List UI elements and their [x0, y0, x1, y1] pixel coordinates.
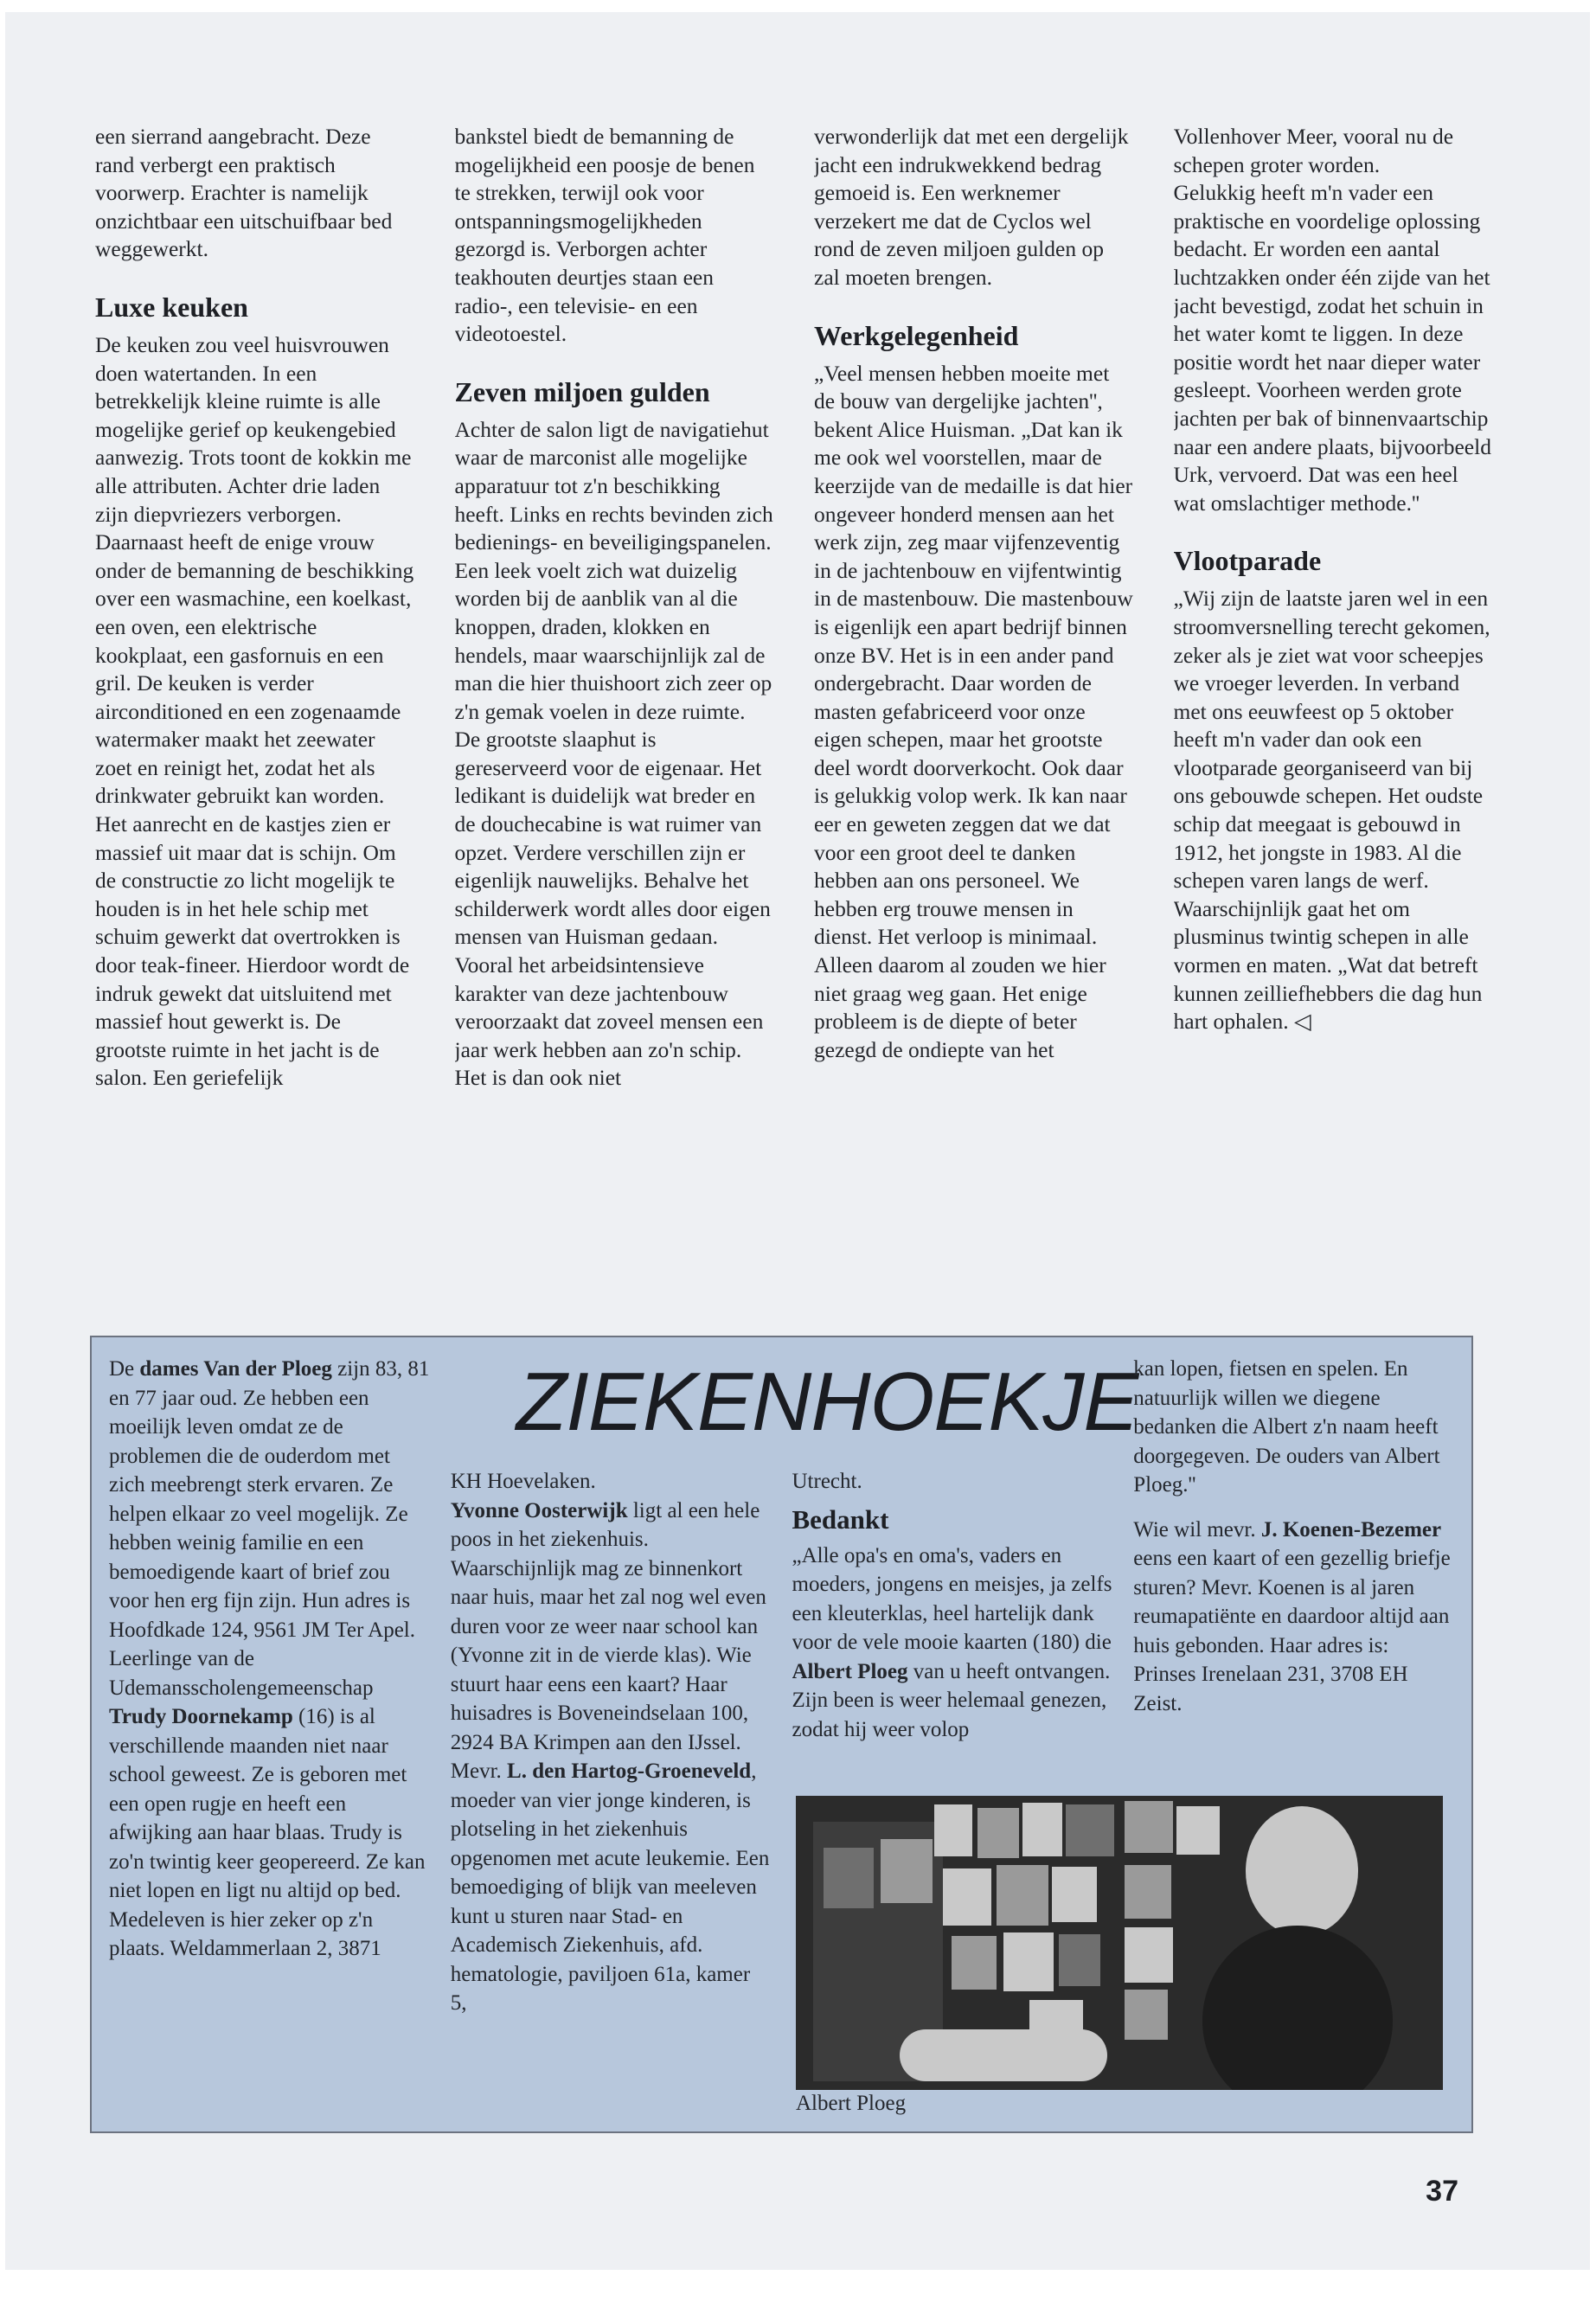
- section-heading: Zeven miljoen gulden: [454, 375, 710, 407]
- magazine-page: [5, 12, 1590, 2270]
- section-heading: Luxe keuken: [95, 291, 248, 323]
- albert-ploeg-photo: [796, 1796, 1443, 2090]
- paragraph: Gelukkig heeft m'n vader een praktische en voordelige oplossing bedacht. Er worden een aantal luchtzakken onder één zijde van het jacht bevestigd, zodat het schuin in het water komt te liggen. In deze positie wordt het naar dieper water gesleept. Voorheen werden grote jachten per bak of binnenvaartschip naar een andere plaats, bijvoorbeeld Urk, vervoerd. Dat was een heel wat omslachtiger methode.'': [1173, 180, 1491, 516]
- article-column-4: [1174, 123, 1494, 1325]
- notice-paragraph: Mevr. L. den Hartog-Groeneveld, moeder van vier jonge kinderen, is plotseling in het ziekenhuis opgenomen met acute leukemie. Een bemoediging of blijk van meeleven kunt u sturen naar Stad- en Academisch Ziekenhuis, afd. hematologie, paviljoen 61a, kamer 5,: [450, 1759, 770, 2015]
- notice-paragraph: Utrecht.: [792, 1470, 862, 1493]
- paragraph: Achter de salon ligt de navigatiehut waar de marconist alle mogelijke apparatuur tot z'n beschikking heeft. Links en rechts bevinden zich bedienings- en beveiligingspanelen. Een leek voelt zich wat duizelig worden bij de aanblik van al die knoppen, draden, klokken en hendels, maar waarschijnlijk zal de man die hier thuishoort zich zeer op z'n gemak voelen in deze ruimte. De grootste slaaphut is gereserveerd voor de eigenaar. Het ledikant is duidelijk wat breder en de douchecabine is wat ruimer van opzet. Verdere verschillen zijn er eigenlijk nauwelijks. Behalve het schilderwerk wordt alles door eigen mensen van Huisman gedaan. Vooral het arbeidsintensieve karakter van deze jachtenbouw veroorzaakt dat zoveel mensen een jaar werk hebben aan zo'n schip. Het is dan ook niet: [454, 416, 773, 1091]
- person-name: J. Koenen-Bezemer: [1260, 1517, 1442, 1541]
- notice-paragraph: Wie wil mevr. J. Koenen-Bezemer eens een kaart of een gezellig briefje sturen? Mevr. Koenen is al jaren reumapatiënte en daardoor altijd aan huis gebonden. Haar adres is: Prinses Irenelaan 231, 3708 EH Zeist.: [1133, 1517, 1451, 1715]
- page-number: 37: [1426, 2175, 1458, 2208]
- paragraph: bankstel biedt de bemanning de mogelijkheid een poosje de benen te strekken, terwijl ook voor ontspanningsmogelijkheden gezorgd is. Verborgen achter teakhouten deurtjes staan een radio-, een televisie- en een videotoestel.: [454, 124, 755, 347]
- notice-paragraph: kan lopen, fietsen en spelen. En natuurlijk willen we diegene bedanken die Albert z'n naam heeft doorgegeven. De ouders van Albert Ploeg.'': [1133, 1357, 1440, 1497]
- paragraph: verwonderlijk dat met een dergelijk jacht een indrukwekkend bedrag gemoeid is. Een werknemer verzekert me dat de Cyclos wel rond de zeven miljoen gulden op zal moeten brengen.: [814, 124, 1129, 290]
- ziekenhoekje-title: ZIEKENHOEKJE: [516, 1356, 1138, 1448]
- notice-paragraph: Leerlinge van de Udemansscholengemeenschap Trudy Doornekamp (16) is al verschillende maanden niet naar school geweest. Ze is geboren met een open rugje en heeft een afwijking aan haar blaas. Trudy is zo'n twintig keer geopereerd. Ze kan niet lopen en ligt nu altijd op bed. Medeleven is hier zeker op z'n plaats. Weldammerlaan 2, 3871: [109, 1647, 426, 1960]
- ziekenhoekje-column-1: [109, 1355, 430, 2116]
- notice-paragraph: „Alle opa's en oma's, vaders en moeders, jongens en meisjes, ja zelfs een kleuterklas, heel hartelijk dank voor de vele mooie kaarten (180) die Albert Ploeg van u heeft ontvangen. Zijn been is weer helemaal genezen, zodat hij weer volop: [792, 1543, 1112, 1741]
- article-column-2: [455, 123, 775, 1325]
- person-name: Trudy Doornekamp: [109, 1705, 293, 1728]
- paragraph: „Veel mensen hebben moeite met de bouw van dergelijke jachten'', bekent Alice Huisman. „Dat kan ik me ook wel voorstellen, maar de keerzijde van de medaille is dat hier ongeveer honderd mensen aan het werk zijn, zeg maar vijfenzeventig in de jachtenbouw en vijfentwintig in de mastenbouw. Die mastenbouw is eigenlijk een apart bedrijf binnen onze BV. Het is in een ander pand ondergebracht. Daar worden de masten gefabriceerd voor onze eigen schepen, maar het grootste deel wordt doorverkocht. Ook daar is gelukkig volop werk. Ik kan naar eer en geweten zeggen dat we dat voor een groot deel te danken hebben aan ons personeel. We hebben erg trouwe mensen in dienst. Het verloop is minimaal. Alleen daarom al zouden we hier niet graag weg gaan. Het enige probleem is de diepte of beter gezegd de ondiepte van het: [814, 360, 1133, 1062]
- ziekenhoekje-column-2: [451, 1355, 772, 2116]
- paragraph: „Wij zijn de laatste jaren wel in een stroomversnelling terecht gekomen, zeker als je ziet wat voor scheepjes we vroeger leverden. In verband met ons eeuwfeest op 5 oktober heeft m'n vader dan ook een vlootparade georganiseerd van bij ons gebouwde schepen. Het oudste schip dat meegaat is gebouwd in 1912, het jongste in 1983. Al die schepen varen langs de werf. Waarschijnlijk gaat het om plusminus twintig schepen in alle vormen en maten. „Wat dat betreft kunnen zeilliefhebbers die dag hun hart ophalen. ◁: [1173, 586, 1490, 1035]
- article-body: [95, 123, 1493, 1325]
- ziekenhoekje-box: [90, 1336, 1473, 2133]
- photo-caption: Albert Ploeg: [796, 2092, 907, 2115]
- person-name: dames Van der Ploeg: [139, 1357, 332, 1381]
- article-column-1: [95, 123, 415, 1325]
- notice-paragraph: Yvonne Oosterwijk ligt al een hele poos in het ziekenhuis. Waarschijnlijk mag ze binnenkort naar huis, maar het zal nog wel even duren voor ze weer naar school kan (Yvonne zit in de vierde klas). Wie stuurt haar eens een kaart? Haar huisadres is Boveneindselaan 100, 2924 BA Krimpen aan den IJssel.: [450, 1498, 766, 1754]
- article-column-3: [814, 123, 1134, 1325]
- person-name: Yvonne Oosterwijk: [450, 1498, 628, 1522]
- person-name: L. den Hartog-Groeneveld: [507, 1759, 752, 1783]
- notice-paragraph: De dames Van der Ploeg zijn 83, 81 en 77 jaar oud. Ze hebben een moeilijk leven omdat ze de problemen die de ouderdom met zich meebrengt sterk ervaren. Ze helpen elkaar zo veel mogelijk. Ze hebben weinig familie en een bemoedigende kaart of brief zou voor hen erg fijn zijn. Hun adres is Hoofdkade 124, 9561 JM Ter Apel.: [109, 1357, 430, 1642]
- section-heading: Werkgelegenheid: [814, 319, 1019, 351]
- section-heading: Vlootparade: [1173, 545, 1322, 577]
- paragraph: Vollenhover Meer, vooral nu de schepen groter worden.: [1173, 124, 1454, 177]
- paragraph: De keuken zou veel huisvrouwen doen watertanden. In een betrekkelijk kleine ruimte is alle mogelijke gerief op keukengebied aanwezig. Trots toont de kokkin me alle attributen. Achter drie laden zijn diepvriezers verborgen. Daarnaast heeft de enige vrouw onder de bemanning de beschikking over een wasmachine, een koelkast, een oven, een elektrische kookplaat, een gasfornuis en een gril. De keuken is verder airconditioned en een zogenaamde watermaker maakt het zeewater zoet en reinigt het, zodat het als drinkwater gebruikt kan worden.: [95, 331, 414, 809]
- paragraph: Het aanrecht en de kastjes zien er massief uit maar dat is schijn. Om de constructie zo licht mogelijk te houden is in het hele schip met schuim gewerkt dat overtrokken is door teak-fineer. Hierdoor wordt de indruk gewekt dat uitsluitend met massief hout gewerkt is. De grootste ruimte in het jacht is de salon. Een geriefelijk: [95, 811, 410, 1091]
- notice-paragraph: KH Hoevelaken.: [450, 1470, 596, 1493]
- person-name: Albert Ploeg: [792, 1659, 908, 1683]
- paragraph: een sierrand aangebracht. Deze rand verbergt een praktisch voorwerp. Erachter is namelijk onzichtbaar een uitschuifbaar bed weggewerkt.: [95, 124, 393, 262]
- section-heading: Bedankt: [792, 1503, 889, 1535]
